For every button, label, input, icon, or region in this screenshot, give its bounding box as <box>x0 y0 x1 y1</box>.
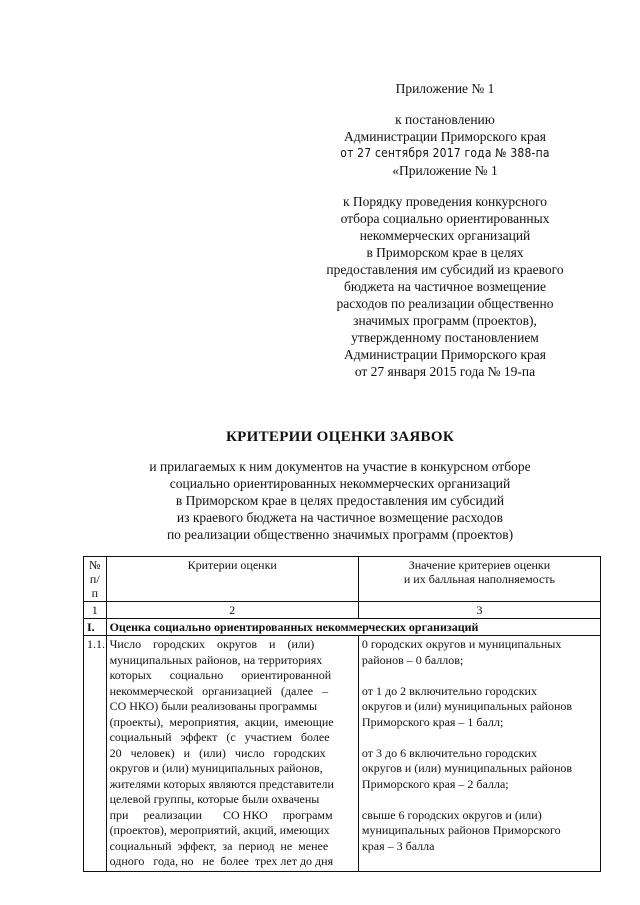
subtitle-line: и прилагаемых к ним документов на участие в конкурсном отборе <box>149 459 531 474</box>
criteria-line: СО НКО) были реализованы программы <box>109 699 318 713</box>
criteria-line: социальный эффект (с участием более <box>109 730 330 744</box>
value-line: муниципальных районов Приморского <box>361 823 561 837</box>
appendix-procedure-line: в Приморском крае в целях <box>366 245 524 260</box>
appendix-header-main <box>300 80 590 162</box>
subtitle-line: из краевого бюджета на частичное возмещение расходов <box>176 510 504 525</box>
appendix-procedure-line: от 27 января 2015 года № 19-па <box>354 364 536 379</box>
value-option <box>362 637 597 668</box>
row-number: 1.1. <box>84 636 107 872</box>
value-line: Приморского края – 2 балла; <box>361 776 509 791</box>
header-number-cell <box>84 557 107 602</box>
header-number-line2: п/п <box>89 572 100 600</box>
criteria-line: (проекты), мероприятия, акции, имеющие <box>109 714 334 729</box>
criteria-line: 20 человек) и (или) число городских <box>109 745 326 760</box>
appendix-header-procedure <box>300 162 590 380</box>
subtitle-line: по реализации общественно значимых программ (проектов) <box>166 527 514 542</box>
criteria-line: Число городских округов и (или) <box>109 637 315 651</box>
value-line: Приморского края – 1 балл; <box>361 714 504 729</box>
column-number-row <box>84 602 601 619</box>
criteria-line: (проектов), мероприятий, акций, имеющих <box>109 823 330 837</box>
appendix-to-resolution: к постановлению <box>395 112 495 127</box>
subtitle-line: социально ориентированных некоммерческих организаций <box>169 476 511 491</box>
criteria-text <box>106 636 358 872</box>
value-line: края – 3 балла <box>361 838 435 853</box>
appendix-procedure-line: Администрации Приморского края <box>344 347 546 362</box>
values-text <box>358 636 600 872</box>
value-line: округов и (или) муниципальных районов <box>361 699 573 713</box>
header-values-line2: и их балльная наполняемость <box>403 572 556 586</box>
criteria-line: целевой группы, которые были охвачены <box>109 792 320 806</box>
criteria-line: социальный эффект, за период не менее <box>109 838 329 853</box>
value-line: от 3 до 6 включительно городских <box>361 745 537 760</box>
value-option <box>362 808 597 855</box>
appendix-procedure-line: предоставления им субсидий из краевого <box>326 262 564 277</box>
column-number: 1 <box>84 602 107 619</box>
appendix-procedure-line: расходов по реализации общественно <box>336 296 554 311</box>
subtitle-line: в Приморском крае в целях предоставления им субсидий <box>175 493 505 508</box>
table-row <box>84 636 601 872</box>
criteria-line: при реализации СО НКО программ <box>109 807 333 822</box>
criteria-line: муниципальных районов, на территориях <box>109 652 323 667</box>
appendix-procedure-line: бюджета на частичное возмещение <box>343 279 547 294</box>
column-number: 3 <box>358 602 600 619</box>
header-number-line1: № <box>89 558 101 572</box>
appendix-procedure-line: к Порядку проведения конкурсного <box>342 194 548 209</box>
section-title: Оценка социально ориентированных некоммерческих организаций <box>106 619 600 636</box>
appendix-procedure-line: значимых программ (проектов), <box>353 313 537 328</box>
criteria-table <box>83 556 601 872</box>
document-title-block <box>60 428 620 543</box>
document-title: КРИТЕРИИ ОЦЕНКИ ЗАЯВОК <box>226 429 454 445</box>
column-number: 2 <box>106 602 358 619</box>
document-subtitle <box>60 458 620 543</box>
section-number: I. <box>84 619 107 636</box>
value-line: от 1 до 2 включительно городских <box>361 683 537 698</box>
criteria-line: одного года, но не более трех лет до дня <box>109 854 334 868</box>
table-header-row <box>84 557 601 602</box>
value-line: 0 городских округов и муниципальных <box>361 637 562 651</box>
criteria-line: жителями которых являются представители <box>109 776 334 791</box>
value-line: свыше 6 городских округов и (или) <box>361 807 542 822</box>
appendix-procedure-line: некоммерческих организаций <box>359 228 531 243</box>
value-line: районов – 0 баллов; <box>361 652 464 667</box>
header-criteria: Критерии оценки <box>187 558 277 572</box>
appendix-date-number: от 27 сентября 2017 года № 388-па <box>340 146 550 160</box>
value-option <box>362 684 597 731</box>
section-row <box>84 619 601 636</box>
appendix-procedure-heading: «Приложение № 1 <box>392 163 498 178</box>
appendix-procedure-line: утвержденному постановлением <box>351 330 539 345</box>
criteria-line: округов и (или) муниципальных районов, <box>109 761 323 775</box>
value-line: округов и (или) муниципальных районов <box>361 761 573 775</box>
appendix-procedure-line: отбора социально ориентированных <box>340 211 550 226</box>
appendix-authority: Администрации Приморского края <box>344 129 546 144</box>
criteria-line: которых социально ориентированной <box>109 668 332 682</box>
value-option <box>362 746 597 793</box>
criteria-line: некоммерческой организацией (далее – <box>109 683 329 698</box>
header-values-line1: Значение критериев оценки <box>408 558 551 572</box>
header-values-cell <box>358 557 600 602</box>
appendix-number: Приложение № 1 <box>395 81 495 96</box>
header-criteria-cell <box>106 557 358 602</box>
